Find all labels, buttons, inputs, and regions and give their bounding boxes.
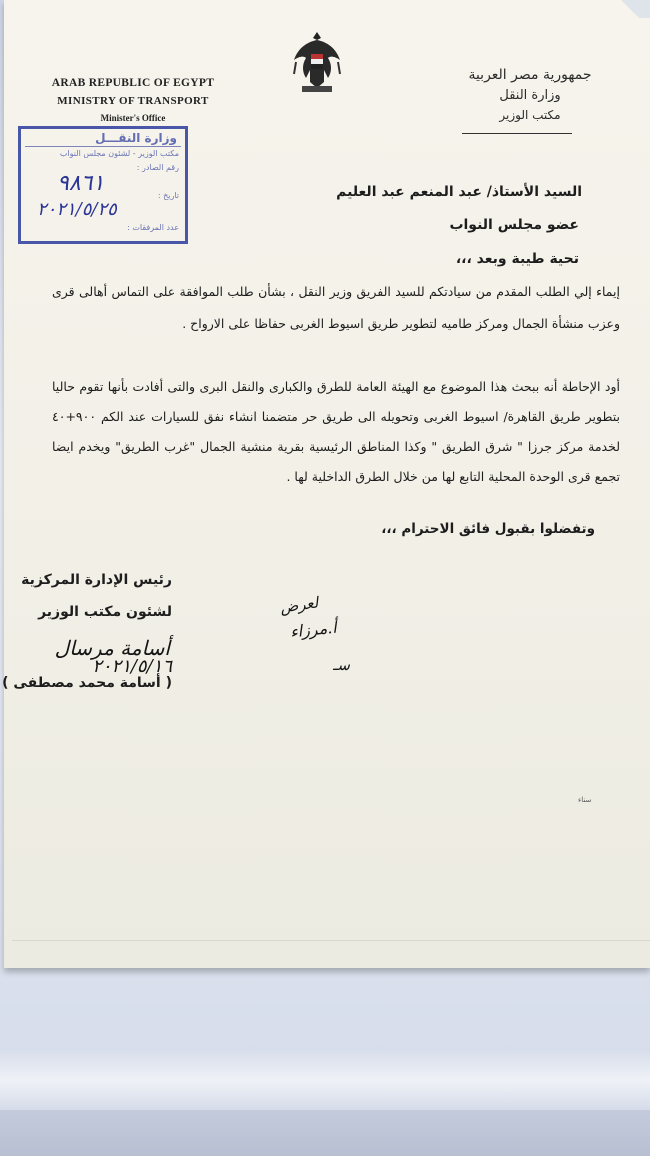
signatory-title-line1: رئيس الإدارة المركزية — [21, 572, 172, 588]
stamp-number-label: رقم الصادر : — [136, 163, 179, 172]
sheet-fold-highlight — [0, 1050, 650, 1110]
handwritten-date: ٢٠٢١/٥/١٦ — [92, 656, 172, 677]
margin-note-3: سـ — [333, 656, 350, 674]
greeting: تحية طيبة وبعد ،،، — [455, 251, 579, 267]
stamp-subtitle: مكتب الوزير - لشئون مجلس النواب — [59, 149, 179, 158]
stamp-divider — [25, 146, 181, 147]
letterhead-ministry-en: MINISTRY OF TRANSPORT — [57, 95, 209, 107]
fold-line — [12, 940, 650, 941]
body-paragraph-2: أود الإحاطة أنه ببحث هذا الموضوع مع الهيئة العامة للطرق والكبارى والنقل البرى والتى أفادت بأنها تقوم حاليا بتطوير طريق القاهرة/ اسيوط الغربى وتحويله الى طريق حر متضمنا انشاء نفق للسيارات عند الكم ٩٠٠+٤٠ لخدمة مركز جرزا " شرق الطريق " وكذا المناطق الرئيسية بقرية منشية الجمال "غرب الطريق" ويخدم ايضا تجمع قرى الوحدة المحلية التابع لها من خلال الطرق الداخلية لها . — [52, 379, 620, 484]
letterhead-country-ar: جمهورية مصر العربية — [468, 67, 592, 83]
margin-note-1: لعرض — [278, 593, 320, 617]
addressee-title: عضو مجلس النواب — [449, 217, 579, 233]
addressee-name: السيد الأستاذ/ عبد المنعم عبد العليم — [336, 184, 582, 200]
stamp-date-label: تاريخ : — [157, 191, 179, 200]
letterhead-country-en: ARAB REPUBLIC OF EGYPT — [51, 77, 215, 89]
letterhead-underline — [462, 133, 572, 134]
signatory-printed-name: ( أسامة محمد مصطفى ) — [2, 675, 172, 691]
stamp-date: ٢٠٢١/٥/٢٥ — [37, 199, 117, 220]
letterhead-ministry-ar: وزارة النقل — [499, 88, 561, 103]
margin-note-2: أ.مرزاء — [289, 617, 338, 642]
stamp-title: وزارة النقـــل — [95, 131, 177, 145]
closing-line: وتفضلوا بقبول فائق الاحترام ،،، — [381, 521, 595, 537]
stamp-attachments-label: عدد المرفقات : — [127, 223, 179, 232]
sheet-shadow — [0, 1110, 650, 1156]
egypt-eagle-emblem-icon — [292, 30, 342, 94]
outgoing-stamp — [18, 126, 188, 244]
letterhead-office-en: Minister's Office — [100, 113, 166, 123]
stamp-number: ٩٨٦١ — [57, 171, 105, 196]
handwritten-signature: أسامة مرسال — [54, 636, 170, 660]
letterhead-office-ar: مكتب الوزير — [499, 108, 561, 122]
signatory-title-line2: لشئون مكتب الوزير — [38, 604, 172, 620]
typist-mark: سناء — [578, 796, 592, 804]
body-paragraph-1: إيماء إلي الطلب المقدم من سيادتكم للسيد الفريق وزير النقل ، بشأن طلب الموافقة على التماس أهالى قرى وعزب منشأة الجمال ومركز طاميه لتطوير طريق اسيوط الغربى حفاظا على الارواح . — [52, 284, 620, 331]
page-corner — [610, 0, 650, 18]
